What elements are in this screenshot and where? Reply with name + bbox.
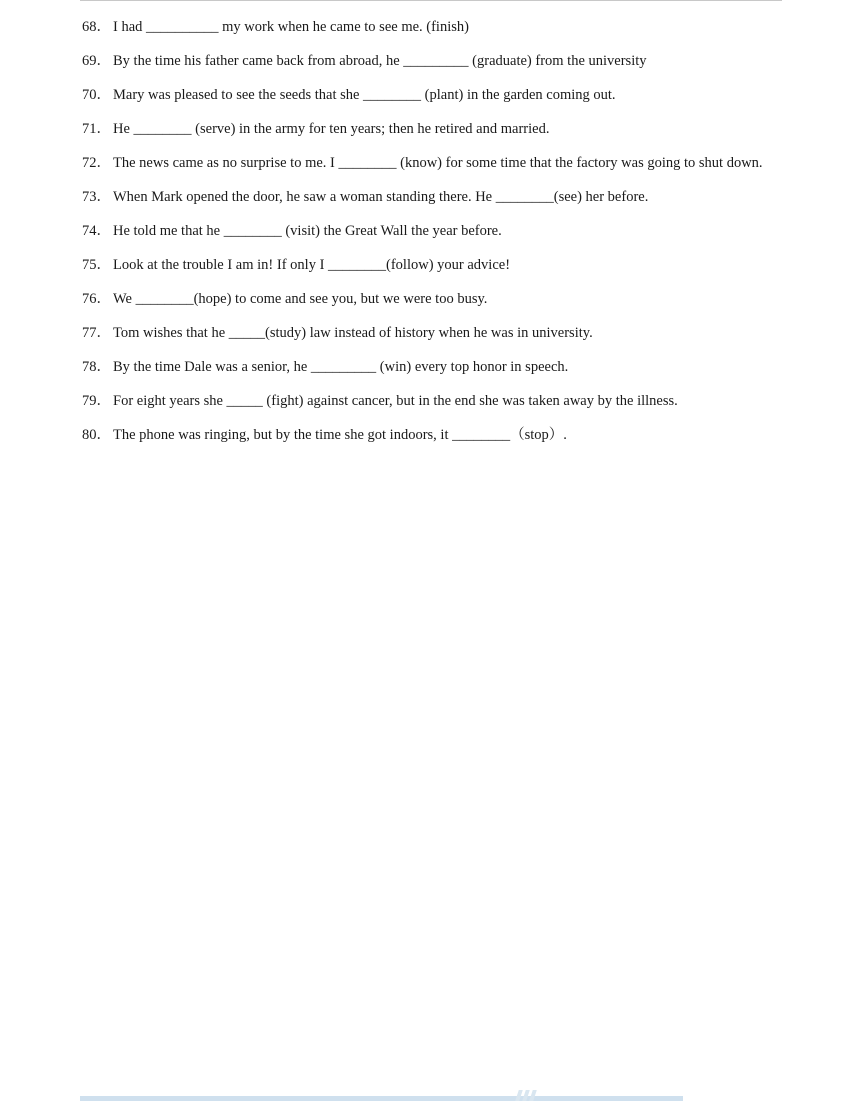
exercise-text: He told me that he ________ (visit) the Great Wall the year before. — [113, 223, 502, 239]
exercise-item — [82, 282, 772, 316]
top-divider — [80, 0, 782, 1]
exercise-item — [82, 112, 772, 146]
exercise-text: By the time Dale was a senior, he _________ (win) every top honor in speech. — [113, 359, 569, 375]
exercise-text: Mary was pleased to see the seeds that she ________ (plant) in the garden coming out. — [113, 87, 616, 103]
exercise-item — [82, 214, 772, 248]
exercise-number: 69． — [82, 53, 111, 69]
exercise-text: He ________ (serve) in the army for ten years; then he retired and married. — [113, 121, 550, 137]
footer-band — [80, 1096, 683, 1101]
exercise-number: 73． — [82, 189, 111, 205]
exercise-text: The phone was ringing, but by the time she got indoors, it ________（stop）. — [113, 427, 567, 443]
exercise-text: When Mark opened the door, he saw a woman standing there. He ________(see) her before. — [113, 189, 649, 205]
exercise-number: 72． — [82, 155, 111, 171]
exercise-number: 75． — [82, 257, 111, 273]
exercise-number: 79． — [82, 393, 111, 409]
exercise-number: 74． — [82, 223, 111, 239]
exercise-item — [82, 384, 772, 418]
exercise-item — [82, 146, 772, 180]
exercise-number: 78． — [82, 359, 111, 375]
exercise-text: For eight years she _____ (fight) against cancer, but in the end she was taken away by the illness. — [113, 393, 678, 409]
exercise-item — [82, 180, 772, 214]
exercise-number: 76． — [82, 291, 111, 307]
exercise-item — [82, 316, 772, 350]
exercise-item — [82, 418, 772, 452]
exercise-item — [82, 44, 772, 78]
exercise-item — [82, 78, 772, 112]
exercise-number: 80． — [82, 427, 111, 443]
exercise-number: 68． — [82, 19, 111, 35]
exercise-text: I had __________ my work when he came to see me. (finish) — [113, 19, 469, 35]
exercise-list — [82, 10, 772, 452]
footer-watermark-icon — [514, 1090, 538, 1101]
exercise-number: 70． — [82, 87, 111, 103]
exercise-text: We ________(hope) to come and see you, but we were too busy. — [113, 291, 488, 307]
exercise-text: Look at the trouble I am in! If only I ________(follow) your advice! — [113, 257, 511, 273]
exercise-text: Tom wishes that he _____(study) law instead of history when he was in university. — [113, 325, 593, 341]
exercise-text: The news came as no surprise to me. I ________ (know) for some time that the factory was going to shut down. — [113, 155, 763, 171]
exercise-number: 71． — [82, 121, 111, 137]
exercise-text: By the time his father came back from abroad, he _________ (graduate) from the university — [113, 53, 647, 69]
exercise-item — [82, 248, 772, 282]
exercise-number: 77． — [82, 325, 111, 341]
exercise-item — [82, 10, 772, 44]
exercise-item — [82, 350, 772, 384]
